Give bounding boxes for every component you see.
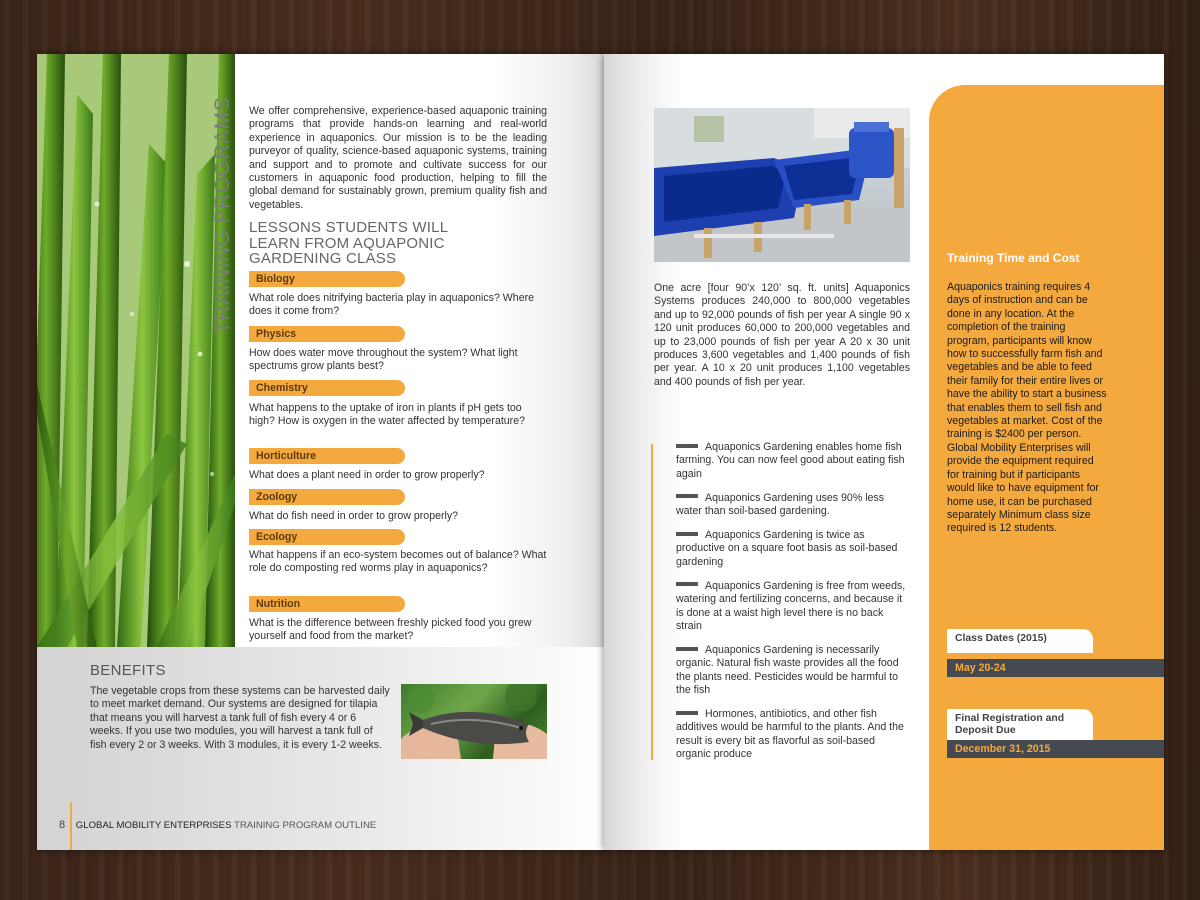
fish-photo — [401, 684, 547, 759]
footer-company: GLOBAL MOBILITY ENTERPRISES — [75, 820, 232, 831]
lessons-heading: LESSONS STUDENTS WILL LEARN FROM AQUAPONIC GARDENING CLASS — [249, 219, 448, 267]
vertical-title-text: TRAINING PROGRAMS — [211, 96, 234, 334]
bullet-text: Aquaponics Gardening is necessarily organic. Natural fish waste provides all the food the plants need. Pesticides would be harmful to the fish — [676, 643, 899, 697]
dash-icon — [676, 582, 698, 586]
list-item — [676, 492, 912, 519]
intro-paragraph: We offer comprehensive, experience-based aquaponic training programs that provide hands-on learning and real-world experience in aquaponics. Our mission is to be the leading purveyor of quality, science-based aquaponic systems, training and support and to promote and cultivate success for our customers in aquaponic food production, helping to fill the global demand for sustainably grown, premium quality fish and vegetables. — [249, 105, 547, 211]
page-number: 8 — [59, 819, 66, 831]
list-item — [676, 708, 912, 762]
list-item — [676, 441, 912, 481]
benefit-bullets — [676, 441, 912, 772]
page-footer — [59, 819, 376, 831]
list-item — [676, 529, 912, 569]
dash-icon — [676, 711, 698, 715]
benefits-paragraph: The vegetable crops from these systems can be harvested daily to meet market demand. Our systems are designed for tilapia that means you will harvest a tank full of fish every 4 or 6 weeks. If you use two modules, you will harvest a tank full of fish every 2 or 3 weeks. With 3 modules, it is every 1-2 weeks. — [90, 685, 390, 751]
training-info-panel — [929, 85, 1164, 850]
lesson-question: What happens to the uptake of iron in plants if pH gets too high? How is oxygen in the water affected by temperature? — [249, 402, 525, 428]
left-page — [37, 54, 604, 850]
list-item — [676, 644, 912, 698]
lesson-question: What does a plant need in order to grow properly? — [249, 469, 485, 481]
fish-illustration — [401, 684, 547, 759]
grass-photo — [37, 54, 235, 647]
benefits-heading: BENEFITS — [90, 662, 166, 679]
panel-paragraph: Aquaponics training requires 4 days of instruction and can be done in any location. At the completion of the training program, participants will know how to successfully farm fish and vegetables and be able to feed their family for their entire lives or have the ability to start a business that enables them to sell fish and vegetables at market. Cost of the training is $2400 per person. Global Mobility Enterprises will provide the equipment required for training but if participants would like to have equipment for home use, it can be purchased separately Minimum class size required is 12 students. — [947, 281, 1107, 535]
class-dates-label: Class Dates (2015) — [947, 629, 1093, 653]
bullet-text: Aquaponics Gardening enables home fish farming. You can now feel good about eating fish again — [676, 441, 905, 480]
deadline-value: December 31, 2015 — [947, 740, 1164, 758]
grass-illustration — [37, 54, 235, 647]
category-tab-zoology: Zoology — [249, 489, 405, 505]
lesson-question: What happens if an eco-system becomes out of balance? What role do composting red worms play in aquaponics? — [249, 549, 547, 575]
bullet-text: Hormones, antibiotics, and other fish additives would be harmful to the plants. And the result is every bit as flavorful as soil-based organic produce — [676, 708, 904, 761]
bullets-accent-line — [651, 444, 653, 760]
deadline-label: Final Registration and Deposit Due — [947, 709, 1093, 740]
category-tab-horticulture: Horticulture — [249, 448, 405, 464]
bullet-text: Aquaponics Gardening is twice as productive on a square foot basis as soil-based gardening — [676, 529, 898, 568]
footer-document: TRAINING PROGRAM OUTLINE — [233, 820, 377, 831]
category-tab-biology: Biology — [249, 271, 405, 287]
bullet-text: Aquaponics Gardening uses 90% less water than soil-based gardening. — [676, 491, 885, 518]
dash-icon — [676, 444, 698, 448]
panel-title: Training Time and Cost — [947, 251, 1080, 265]
category-tab-physics: Physics — [249, 326, 405, 342]
category-tab-ecology: Ecology — [249, 529, 405, 545]
category-tab-chemistry: Chemistry — [249, 380, 405, 396]
bullet-text: Aquaponics Gardening is free from weeds, watering and fertilizing concerns, and because it is done at a waist high level there is no back strain — [676, 579, 906, 632]
right-page — [604, 54, 1164, 850]
aquaponics-tanks-photo — [654, 108, 910, 262]
class-dates-value: May 20-24 — [947, 659, 1164, 677]
dash-icon — [676, 647, 698, 651]
lesson-question: What role does nitrifying bacteria play in aquaponics? Where does it come from? — [249, 292, 535, 318]
dash-icon — [676, 532, 698, 536]
tanks-illustration — [654, 108, 910, 262]
list-item — [676, 580, 912, 634]
lesson-question: What do fish need in order to grow properly? — [249, 510, 459, 522]
category-tab-nutrition: Nutrition — [249, 596, 405, 612]
lesson-question: What is the difference between freshly picked food you grew yourself and food from the market? — [249, 617, 532, 643]
lesson-question: How does water move throughout the system? What light spectrums grow plants best? — [249, 347, 518, 373]
production-paragraph: One acre [four 90’x 120’ sq. ft. units] Aquaponics Systems produces 240,000 to 800,000 vegetables and up to 92,000 pounds of fish per year A single 90 x 120 unit produces 60,000 to 200,000 vegetables and up to 23,000 pounds of fish per year A 20 x 30 unit produces 3,600 vegetables and 1,400 pounds of fish per year. A 10 x 20 unit produces 1,100 vegetables and 400 pounds of fish per year. — [654, 282, 910, 388]
dash-icon — [676, 494, 698, 498]
